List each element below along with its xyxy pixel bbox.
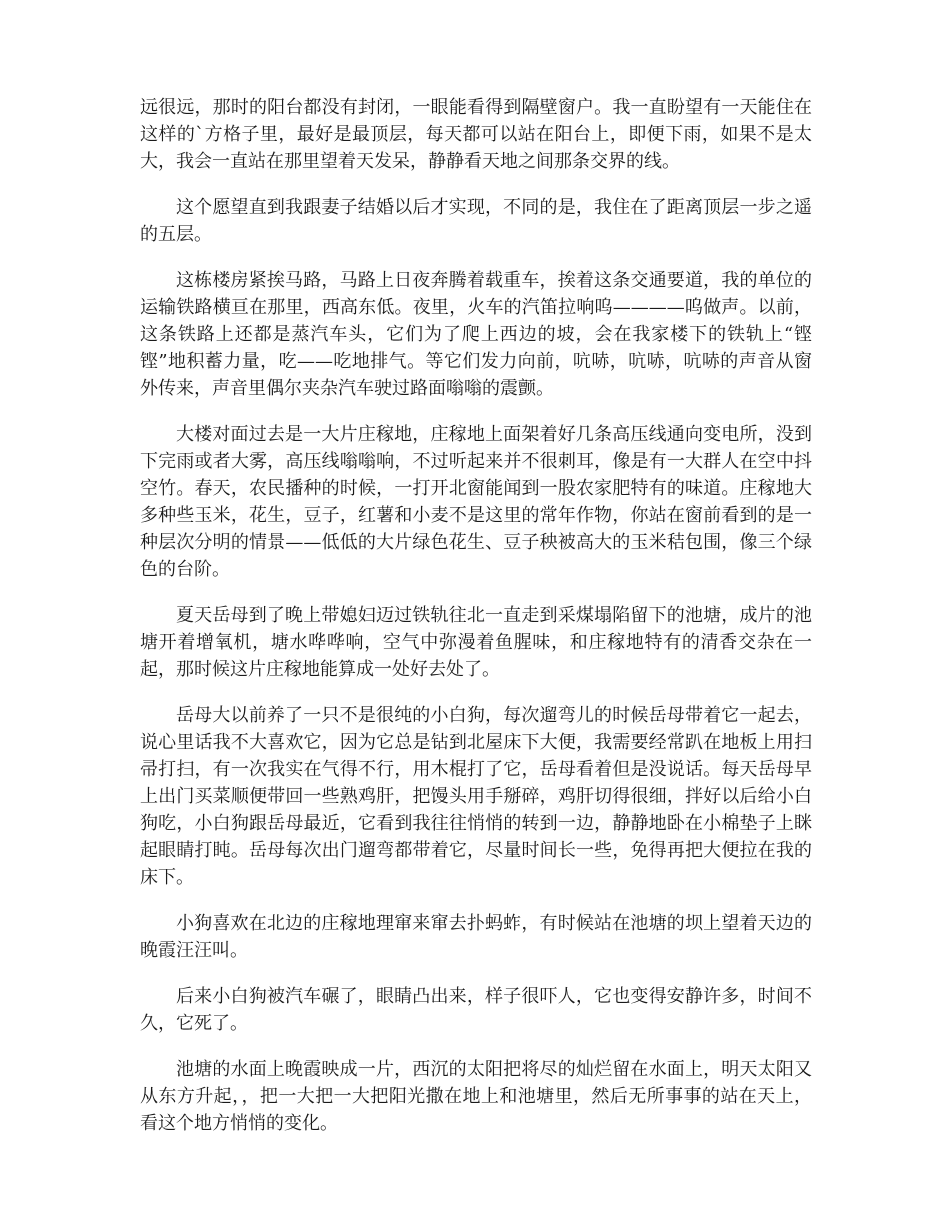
paragraph-7: 小狗喜欢在北边的庄稼地理窜来窜去扑蚂蚱，有时候站在池塘的坝上望着天边的晚霞汪汪叫。 [140,913,812,961]
paragraph-3: 这栋楼房紧挨马路，马路上日夜奔腾着载重车，挨着这条交通要道，我的单位的运输铁路横亘在那里，西高东低。夜里，火车的汽笛拉响呜————呜做声。以前，这条铁路上还都是蒸汽车头，它们为了爬上西边的坡，会在我家楼下的铁轨上“铿铿”地积蓄力量，吃——吃地排气。等它们发力向前，吭哧，吭哧，吭哧的声音从窗外传来，声音里偶尔夹杂汽车驶过路面嗡嗡的震颤。 [140,270,812,399]
paragraph-4: 大楼对面过去是一大片庄稼地，庄稼地上面架着好几条高压线通向变电所，没到下完雨或者大雾，高压线嗡嗡响，不过听起来并不很刺耳，像是有一大群人在空中抖空竹。春天，农民播种的时候，一打开北窗能闻到一股农家肥特有的味道。庄稼地大多种些玉米，花生，豆子，红薯和小麦不是这里的常年作物，你站在窗前看到的是一种层次分明的情景——低低的大片绿色花生、豆子秧被高大的玉米秸包围，像三个绿色的台阶。 [140,424,812,580]
paragraph-5: 夏天岳母到了晚上带媳妇迈过铁轨往北一直走到采煤塌陷留下的池塘，成片的池塘开着增氧机，塘水哗哗响，空气中弥漫着鱼腥味，和庄稼地特有的清香交杂在一起，那时候这片庄稼地能算成一处好去处了。 [140,605,812,680]
paragraph-1: 远很远，那时的阳台都没有封闭，一眼能看得到隔壁窗户。我一直盼望有一天能住在这样的`方格子里，最好是最顶层，每天都可以站在阳台上，即便下雨，如果不是太大，我会一直站在那里望着天发呆，静静看天地之间那条交界的线。 [140,97,812,172]
paragraph-8: 后来小白狗被汽车碾了，眼睛凸出来，样子很吓人，它也变得安静许多，时间不久，它死了。 [140,986,812,1034]
paragraph-9: 池塘的水面上晚霞映成一片，西沉的太阳把将尽的灿烂留在水面上，明天太阳又从东方升起，，把一大把一大把阳光撒在地上和池塘里，然后无所事事的站在天上，看这个地方悄悄的变化。 [140,1059,812,1134]
paragraph-6: 岳母大以前养了一只不是很纯的小白狗，每次遛弯儿的时候岳母带着它一起去，说心里话我不大喜欢它，因为它总是钻到北屋床下大便，我需要经常趴在地板上用扫帚打扫，有一次我实在气得不行，用木棍打了它，岳母看着但是没说话。每天岳母早上出门买菜顺便带回一些熟鸡肝，把馒头用手掰碎，鸡肝切得很细，拌好以后给小白狗吃，小白狗跟岳母最近，它看到我往往悄悄的转到一边，静静地卧在小棉垫子上眯起眼睛打盹。岳母每次出门遛弯都带着它，尽量时间长一些，免得再把大便拉在我的床下。 [140,705,812,888]
paragraph-2: 这个愿望直到我跟妻子结婚以后才实现，不同的是，我住在了距离顶层一步之遥的五层。 [140,197,812,245]
document-body [140,94,812,1156]
